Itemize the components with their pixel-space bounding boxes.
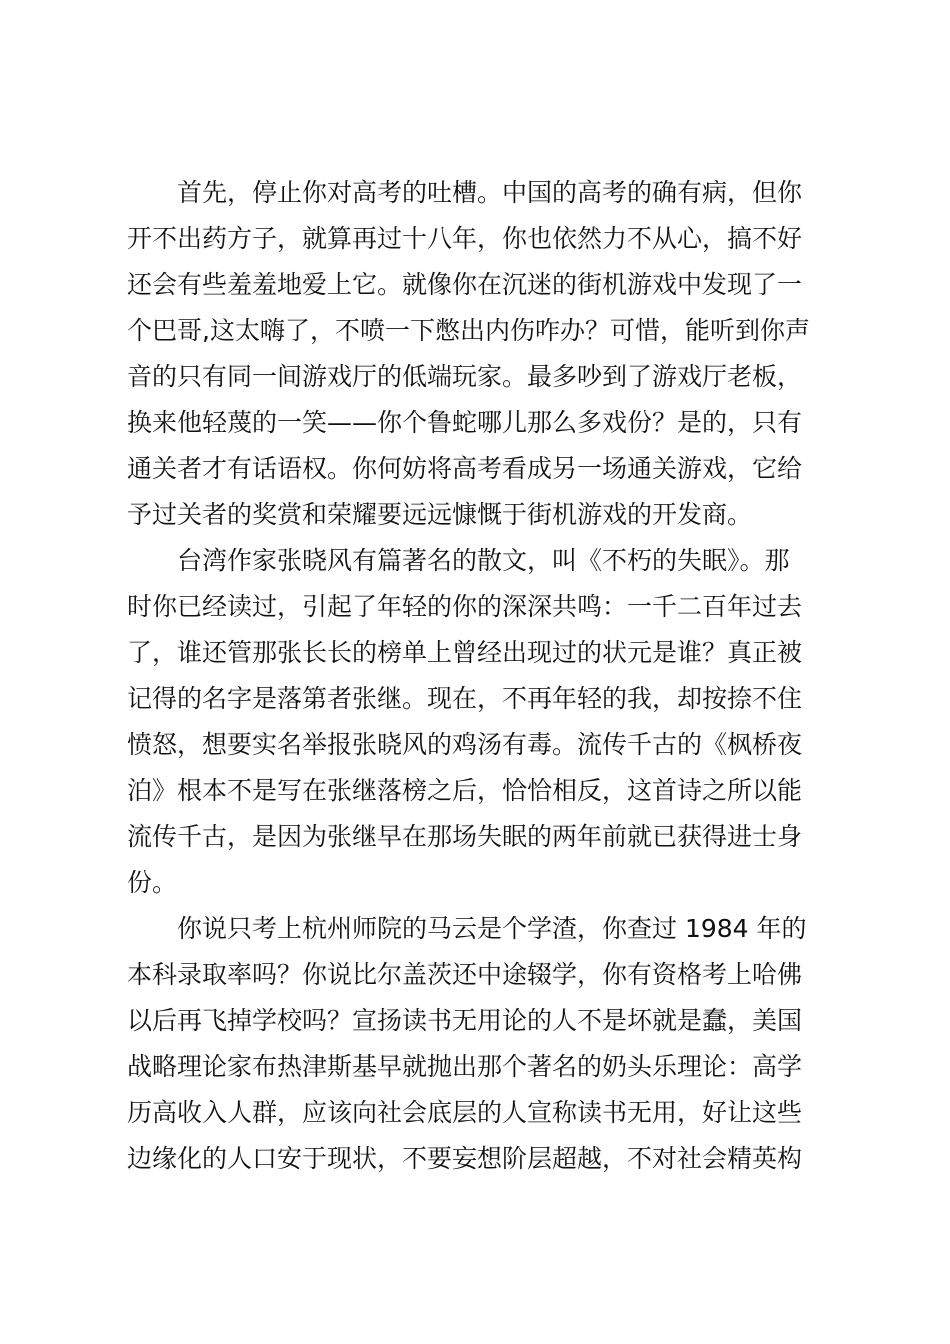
paragraph-3 bbox=[127, 906, 833, 1182]
text-line: 开不出药方子，就算再过十八年，你也依然力不从心，搞不好 bbox=[127, 224, 803, 253]
text-line: 流传千古，是因为张继早在那场失眠的两年前就已获得进士身 bbox=[127, 822, 803, 851]
text-line: 愤怒，想要实名举报张晓风的鸡汤有毒。流传千古的《枫桥夜 bbox=[127, 730, 803, 759]
text-line: 时你已经读过，引起了年轻的你的深深共鸣：一千二百年过去 bbox=[127, 592, 803, 621]
text-line: 以后再飞掉学校吗？宣扬读书无用论的人不是坏就是蠢，美国 bbox=[127, 1006, 803, 1035]
text-line: 予过关者的奖赏和荣耀要远远慷慨于街机游戏的开发商。 bbox=[127, 500, 753, 529]
paragraph-1 bbox=[127, 170, 833, 538]
text-line: 你说只考上杭州师院的马云是个学渣，你查过 1984 年的 bbox=[177, 914, 807, 943]
text-line: 边缘化的人口安于现状，不要妄想阶层超越，不对社会精英构 bbox=[127, 1144, 803, 1173]
text-line: 份。 bbox=[127, 868, 178, 897]
text-line: 首先，停止你对高考的吐槽。中国的高考的确有病，但你 bbox=[177, 178, 803, 207]
text-line: 还会有些羞羞地爱上它。就像你在沉迷的街机游戏中发现了一 bbox=[127, 270, 803, 299]
text-line: 音的只有同一间游戏厅的低端玩家。最多吵到了游戏厅老板， bbox=[127, 362, 803, 391]
text-line: 记得的名字是落第者张继。现在，不再年轻的我，却按捺不住 bbox=[127, 684, 803, 713]
text-line: 战略理论家布热津斯基早就抛出那个著名的奶头乐理论：高学 bbox=[127, 1052, 803, 1081]
text-line: 了，谁还管那张长长的榜单上曾经出现过的状元是谁？真正被 bbox=[127, 638, 803, 667]
article-body bbox=[127, 170, 833, 1182]
text-line: 换来他轻蔑的一笑——你个鲁蛇哪儿那么多戏份？是的，只有 bbox=[127, 408, 803, 437]
text-line: 本科录取率吗？你说比尔盖茨还中途辍学，你有资格考上哈佛 bbox=[127, 960, 803, 989]
text-line: 通关者才有话语权。你何妨将高考看成另一场通关游戏，它给 bbox=[127, 454, 803, 483]
paragraph-2 bbox=[127, 538, 833, 906]
text-line: 台湾作家张晓风有篇著名的散文，叫《不朽的失眠》。那 bbox=[177, 546, 790, 575]
text-line: 历高收入人群，应该向社会底层的人宣称读书无用，好让这些 bbox=[127, 1098, 803, 1127]
text-line: 泊》根本不是写在张继落榜之后，恰恰相反，这首诗之所以能 bbox=[127, 776, 803, 805]
text-line: 个巴哥,这太嗨了，不喷一下憋出内伤咋办？可惜，能听到你声 bbox=[127, 316, 810, 345]
